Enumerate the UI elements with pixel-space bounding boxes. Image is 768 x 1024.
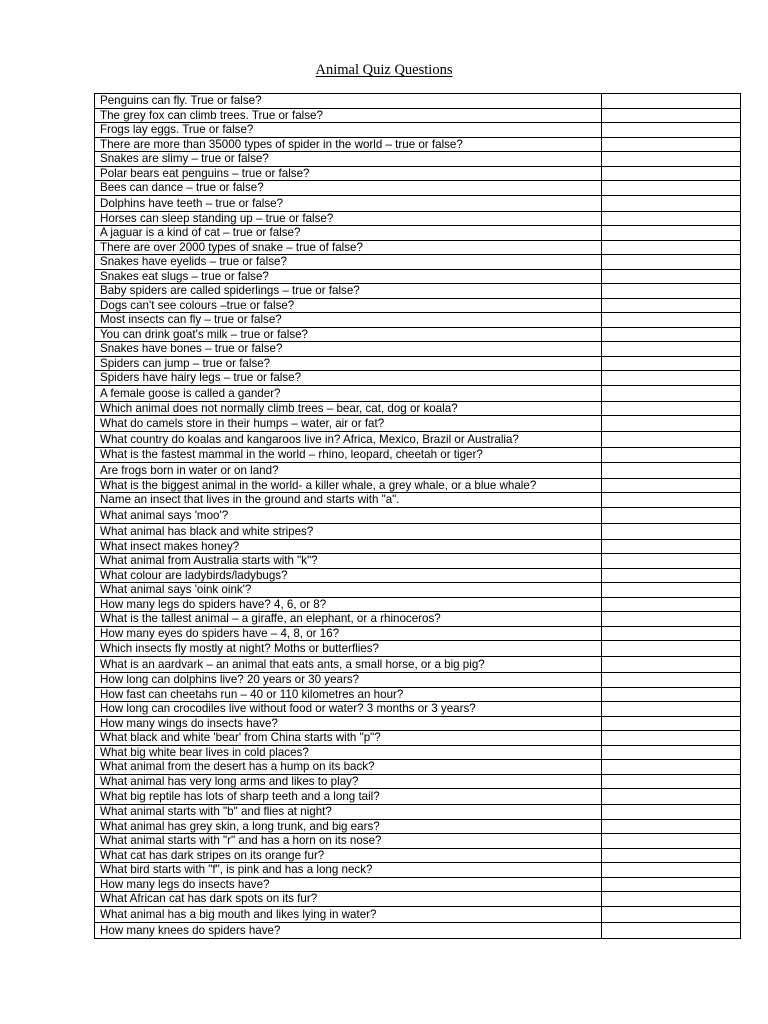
table-row (95, 834, 741, 849)
answer-cell[interactable] (602, 583, 741, 598)
answer-cell[interactable] (602, 507, 741, 523)
table-row (95, 716, 741, 731)
question-cell: What country do koalas and kangaroos live in? Africa, Mexico, Brazil or Australia? (95, 432, 602, 448)
answer-cell[interactable] (602, 211, 741, 226)
quiz-table-body (95, 94, 741, 939)
answer-cell[interactable] (602, 342, 741, 357)
answer-cell[interactable] (602, 401, 741, 416)
question-cell: How many legs do insects have? (95, 877, 602, 892)
question-cell: How many eyes do spiders have – 4, 8, or 16? (95, 626, 602, 641)
question-cell: What big reptile has lots of sharp teeth and a long tail? (95, 789, 602, 805)
answer-cell[interactable] (602, 432, 741, 448)
table-row (95, 922, 741, 938)
table-row (95, 94, 741, 109)
table-row (95, 612, 741, 627)
question-cell: What insect makes honey? (95, 539, 602, 554)
table-row (95, 906, 741, 922)
answer-cell[interactable] (602, 152, 741, 167)
answer-cell[interactable] (602, 805, 741, 820)
table-row (95, 877, 741, 892)
answer-cell[interactable] (602, 313, 741, 328)
question-cell: Which insects fly mostly at night? Moths or butterflies? (95, 641, 602, 657)
answer-cell[interactable] (602, 166, 741, 181)
question-cell: What animal has a big mouth and likes lying in water? (95, 906, 602, 922)
quiz-table (94, 93, 741, 939)
question-cell: Snakes have eyelids – true or false? (95, 255, 602, 270)
question-cell: Name an insect that lives in the ground and starts with "a". (95, 493, 602, 508)
answer-cell[interactable] (602, 356, 741, 371)
table-row (95, 848, 741, 863)
table-row (95, 583, 741, 598)
question-cell: What animal starts with "r" and has a horn on its nose? (95, 834, 602, 849)
question-cell: A female goose is called a gander? (95, 385, 602, 401)
answer-cell[interactable] (602, 673, 741, 688)
question-cell: There are more than 35000 types of spider in the world – true or false? (95, 137, 602, 152)
table-row (95, 327, 741, 342)
question-cell: Are frogs born in water or on land? (95, 462, 602, 478)
answer-cell[interactable] (602, 523, 741, 539)
answer-cell[interactable] (602, 789, 741, 805)
question-cell: Most insects can fly – true or false? (95, 313, 602, 328)
table-row (95, 507, 741, 523)
question-cell: What is an aardvark – an animal that eats ants, a small horse, or a big pig? (95, 657, 602, 673)
answer-cell[interactable] (602, 108, 741, 123)
table-row (95, 416, 741, 432)
table-row (95, 298, 741, 313)
answer-cell[interactable] (602, 641, 741, 657)
answer-cell[interactable] (602, 327, 741, 342)
table-row (95, 568, 741, 583)
answer-cell[interactable] (602, 848, 741, 863)
table-row (95, 657, 741, 673)
table-row (95, 863, 741, 878)
table-row (95, 226, 741, 241)
table-row (95, 731, 741, 746)
table-row (95, 493, 741, 508)
question-cell: What animal from the desert has a hump on its back? (95, 760, 602, 775)
question-cell: Penguins can fly. True or false? (95, 94, 602, 109)
table-row (95, 805, 741, 820)
table-row (95, 284, 741, 299)
table-row (95, 819, 741, 834)
answer-cell[interactable] (602, 371, 741, 386)
question-cell: Spiders can jump – true or false? (95, 356, 602, 371)
question-cell: What animal says 'oink oink'? (95, 583, 602, 598)
answer-cell[interactable] (602, 493, 741, 508)
answer-cell[interactable] (602, 863, 741, 878)
answer-cell[interactable] (602, 123, 741, 138)
table-row (95, 152, 741, 167)
answer-cell[interactable] (602, 687, 741, 702)
question-cell: A jaguar is a kind of cat – true or false? (95, 226, 602, 241)
table-row (95, 626, 741, 641)
question-cell: What animal has grey skin, a long trunk, and big ears? (95, 819, 602, 834)
table-row (95, 789, 741, 805)
answer-cell[interactable] (602, 892, 741, 907)
table-row (95, 745, 741, 760)
answer-cell[interactable] (602, 745, 741, 760)
answer-cell[interactable] (602, 181, 741, 196)
table-row (95, 774, 741, 789)
answer-cell[interactable] (602, 922, 741, 938)
table-row (95, 356, 741, 371)
question-cell: What animal says 'moo'? (95, 507, 602, 523)
question-cell: Frogs lay eggs. True or false? (95, 123, 602, 138)
table-row (95, 371, 741, 386)
answer-cell[interactable] (602, 462, 741, 478)
answer-cell[interactable] (602, 385, 741, 401)
answer-cell[interactable] (602, 906, 741, 922)
table-row (95, 108, 741, 123)
answer-cell[interactable] (602, 877, 741, 892)
table-row (95, 478, 741, 493)
table-row (95, 342, 741, 357)
table-row (95, 269, 741, 284)
table-row (95, 137, 741, 152)
answer-cell[interactable] (602, 731, 741, 746)
question-cell: What African cat has dark spots on its fur? (95, 892, 602, 907)
table-row (95, 641, 741, 657)
question-cell: What animal starts with "b" and flies at night? (95, 805, 602, 820)
table-row (95, 195, 741, 211)
table-row (95, 385, 741, 401)
table-row (95, 597, 741, 612)
question-cell: What is the biggest animal in the world- a killer whale, a grey whale, or a blue whale? (95, 478, 602, 493)
table-row (95, 181, 741, 196)
answer-cell[interactable] (602, 195, 741, 211)
answer-cell[interactable] (602, 819, 741, 834)
question-cell: What animal from Australia starts with "k"? (95, 554, 602, 569)
table-row (95, 462, 741, 478)
question-cell: Spiders have hairy legs – true or false? (95, 371, 602, 386)
answer-cell[interactable] (602, 226, 741, 241)
question-cell: Dolphins have teeth – true or false? (95, 195, 602, 211)
table-row (95, 687, 741, 702)
question-cell: What black and white 'bear' from China starts with "p"? (95, 731, 602, 746)
table-row (95, 313, 741, 328)
question-cell: Snakes eat slugs – true or false? (95, 269, 602, 284)
answer-cell[interactable] (602, 240, 741, 255)
answer-cell[interactable] (602, 834, 741, 849)
table-row (95, 211, 741, 226)
answer-cell[interactable] (602, 94, 741, 109)
question-cell: Snakes are slimy – true or false? (95, 152, 602, 167)
answer-cell[interactable] (602, 539, 741, 554)
question-cell: What colour are ladybirds/ladybugs? (95, 568, 602, 583)
question-cell: Which animal does not normally climb trees – bear, cat, dog or koala? (95, 401, 602, 416)
answer-cell[interactable] (602, 702, 741, 717)
answer-cell[interactable] (602, 612, 741, 627)
answer-cell[interactable] (602, 568, 741, 583)
answer-cell[interactable] (602, 269, 741, 284)
question-cell: What cat has dark stripes on its orange fur? (95, 848, 602, 863)
answer-cell[interactable] (602, 448, 741, 463)
question-cell: What animal has black and white stripes? (95, 523, 602, 539)
question-cell: Horses can sleep standing up – true or false? (95, 211, 602, 226)
question-cell: You can drink goat's milk – true or false? (95, 327, 602, 342)
answer-cell[interactable] (602, 284, 741, 299)
question-cell: What is the fastest mammal in the world – rhino, leopard, cheetah or tiger? (95, 448, 602, 463)
question-cell: Snakes have bones – true or false? (95, 342, 602, 357)
page-title: Animal Quiz Questions (315, 62, 453, 78)
table-row (95, 539, 741, 554)
answer-cell[interactable] (602, 597, 741, 612)
question-cell: What big white bear lives in cold places? (95, 745, 602, 760)
answer-cell[interactable] (602, 255, 741, 270)
table-row (95, 760, 741, 775)
question-cell: Dogs can't see colours –true or false? (95, 298, 602, 313)
table-row (95, 702, 741, 717)
question-cell: How many knees do spiders have? (95, 922, 602, 938)
table-row (95, 523, 741, 539)
table-row (95, 432, 741, 448)
question-cell: How fast can cheetahs run – 40 or 110 kilometres an hour? (95, 687, 602, 702)
answer-cell[interactable] (602, 554, 741, 569)
question-cell: Bees can dance – true or false? (95, 181, 602, 196)
question-cell: How many wings do insects have? (95, 716, 602, 731)
answer-cell[interactable] (602, 137, 741, 152)
answer-cell[interactable] (602, 774, 741, 789)
answer-cell[interactable] (602, 478, 741, 493)
question-cell: What animal has very long arms and likes to play? (95, 774, 602, 789)
table-row (95, 892, 741, 907)
question-cell: Polar bears eat penguins – true or false? (95, 166, 602, 181)
answer-cell[interactable] (602, 298, 741, 313)
question-cell: There are over 2000 types of snake – true of false? (95, 240, 602, 255)
table-row (95, 240, 741, 255)
question-cell: What do camels store in their humps – water, air or fat? (95, 416, 602, 432)
question-cell: How long can dolphins live? 20 years or 30 years? (95, 673, 602, 688)
question-cell: How many legs do spiders have? 4, 6, or 8? (95, 597, 602, 612)
question-cell: What bird starts with "f", is pink and has a long neck? (95, 863, 602, 878)
table-row (95, 123, 741, 138)
question-cell: Baby spiders are called spiderlings – true or false? (95, 284, 602, 299)
answer-cell[interactable] (602, 416, 741, 432)
table-row (95, 255, 741, 270)
answer-cell[interactable] (602, 716, 741, 731)
table-row (95, 448, 741, 463)
answer-cell[interactable] (602, 626, 741, 641)
table-row (95, 166, 741, 181)
answer-cell[interactable] (602, 657, 741, 673)
table-row (95, 401, 741, 416)
question-cell: How long can crocodiles live without food or water? 3 months or 3 years? (95, 702, 602, 717)
table-row (95, 673, 741, 688)
table-row (95, 554, 741, 569)
answer-cell[interactable] (602, 760, 741, 775)
question-cell: What is the tallest animal – a giraffe, an elephant, or a rhinoceros? (95, 612, 602, 627)
question-cell: The grey fox can climb trees. True or false? (95, 108, 602, 123)
